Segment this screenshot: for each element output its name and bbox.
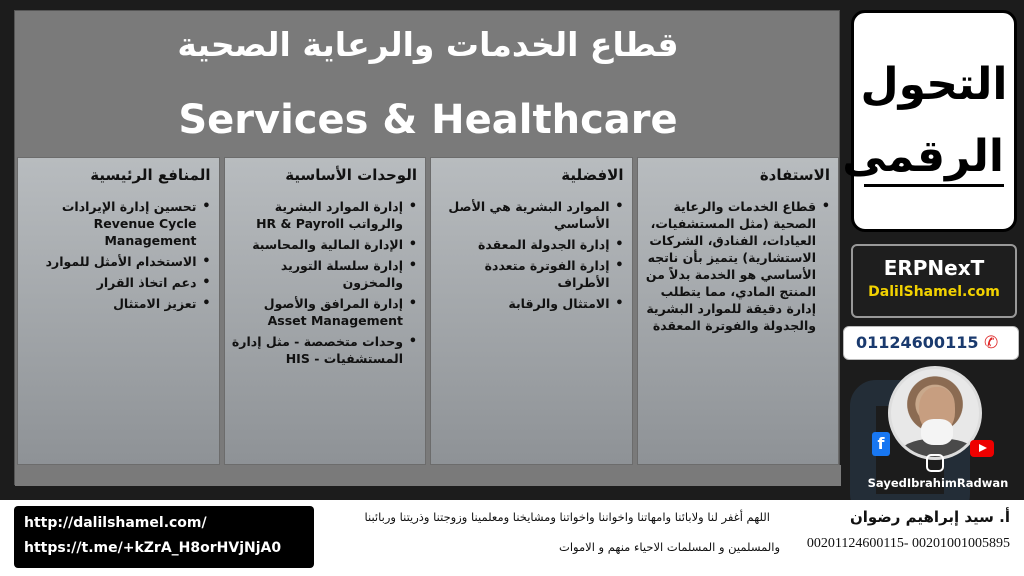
logo-text-line1: التحول (860, 59, 1008, 110)
phone-badge (843, 326, 1019, 360)
title-english: Services & Healthcare (178, 97, 678, 143)
main-panel (14, 10, 840, 485)
footer-links (14, 506, 314, 568)
list-item: • إدارة المرافق والأصول Asset Management (231, 295, 418, 329)
contact-phones: 00201124600115- 00201001005895 (806, 536, 1010, 551)
title-area (15, 11, 841, 157)
list-item: • الإدارة المالية والمحاسبة (231, 236, 418, 253)
column-advantages (430, 157, 633, 465)
erpnext-badge[interactable] (851, 244, 1017, 318)
panel-bottom-strip (15, 465, 841, 486)
facebook-icon[interactable]: f (872, 432, 890, 456)
column-heading: الاستفادة (759, 166, 830, 184)
list-item: • إدارة الفوترة متعددة الأطراف (437, 257, 624, 291)
column-heading: المنافع الرئيسية (90, 166, 211, 184)
social-handle: SayedIbrahimRadwan (867, 476, 1009, 490)
list-item: • تعزيز الامتثال (24, 295, 211, 312)
columns (15, 157, 841, 465)
column-core-modules (224, 157, 427, 465)
avatar-beard (921, 419, 953, 445)
prayer-text-line2: والمسلمين و المسلمات الاحياء منهم و الاموات (559, 540, 780, 554)
column-heading: الافضلية (561, 166, 624, 184)
author-name: أ. سيد إبراهيم رضوان (849, 508, 1010, 526)
column-key-benefits (17, 157, 220, 465)
phone-icon: ✆ (984, 333, 999, 353)
list-item: • دعم اتخاذ القرار (24, 274, 211, 291)
column-heading: الوحدات الأساسية (285, 166, 417, 184)
list-item: • الامتثال والرقابة (437, 295, 624, 312)
digital-transformation-logo (842, 10, 1017, 232)
list-item: • الموارد البشرية هي الأصل الأساسي (437, 198, 624, 232)
list-item: • قطاع الخدمات والرعاية الصحية (مثل المستشفيات، العيادات، الفنادق، الشركات الاستشارية) يتميز بأن ناتجه الأساسي هو الخدمة بدلاً من المنتج المادي، مما يتطلب إدارة دقيقة للموارد البشرية والجدولة والفوترة المعقدة (644, 198, 831, 334)
erp-site-link[interactable]: DalilShamel.com (868, 284, 1000, 300)
column-benefit (637, 157, 840, 465)
instagram-icon[interactable] (926, 454, 944, 472)
youtube-icon[interactable] (970, 440, 994, 457)
list-item: • الاستخدام الأمثل للموارد (24, 253, 211, 270)
phone-number: 01124600115 (856, 333, 979, 352)
prayer-text-line1: اللهم أغفر لنا ولابائنا وامهاتنا واخواننا واخواتنا ومشايخنا ومعلمينا وزوجتنا وذريتنا وربائبنا (364, 510, 770, 524)
list-item: • إدارة سلسلة التوريد والمخزون (231, 257, 418, 291)
telegram-link[interactable]: https://t.me/+kZrA_H8orHVjNjA0 (24, 540, 282, 556)
list-item: • تحسين إدارة الإيرادات Revenue Cycle Management (24, 198, 211, 249)
website-link[interactable]: http://dalilshamel.com/ (24, 515, 207, 531)
logo-text-line2: الرقمى (864, 131, 1004, 187)
avatar (888, 366, 982, 460)
title-arabic: قطاع الخدمات والرعاية الصحية (177, 25, 679, 64)
list-item: • إدارة الموارد البشرية والرواتب HR & Payroll (231, 198, 418, 232)
list-item: • وحدات متخصصة - مثل إدارة المستشفيات - HIS (231, 333, 418, 367)
list-item: • إدارة الجدولة المعقدة (437, 236, 624, 253)
erp-title: ERPNexT (883, 256, 985, 280)
